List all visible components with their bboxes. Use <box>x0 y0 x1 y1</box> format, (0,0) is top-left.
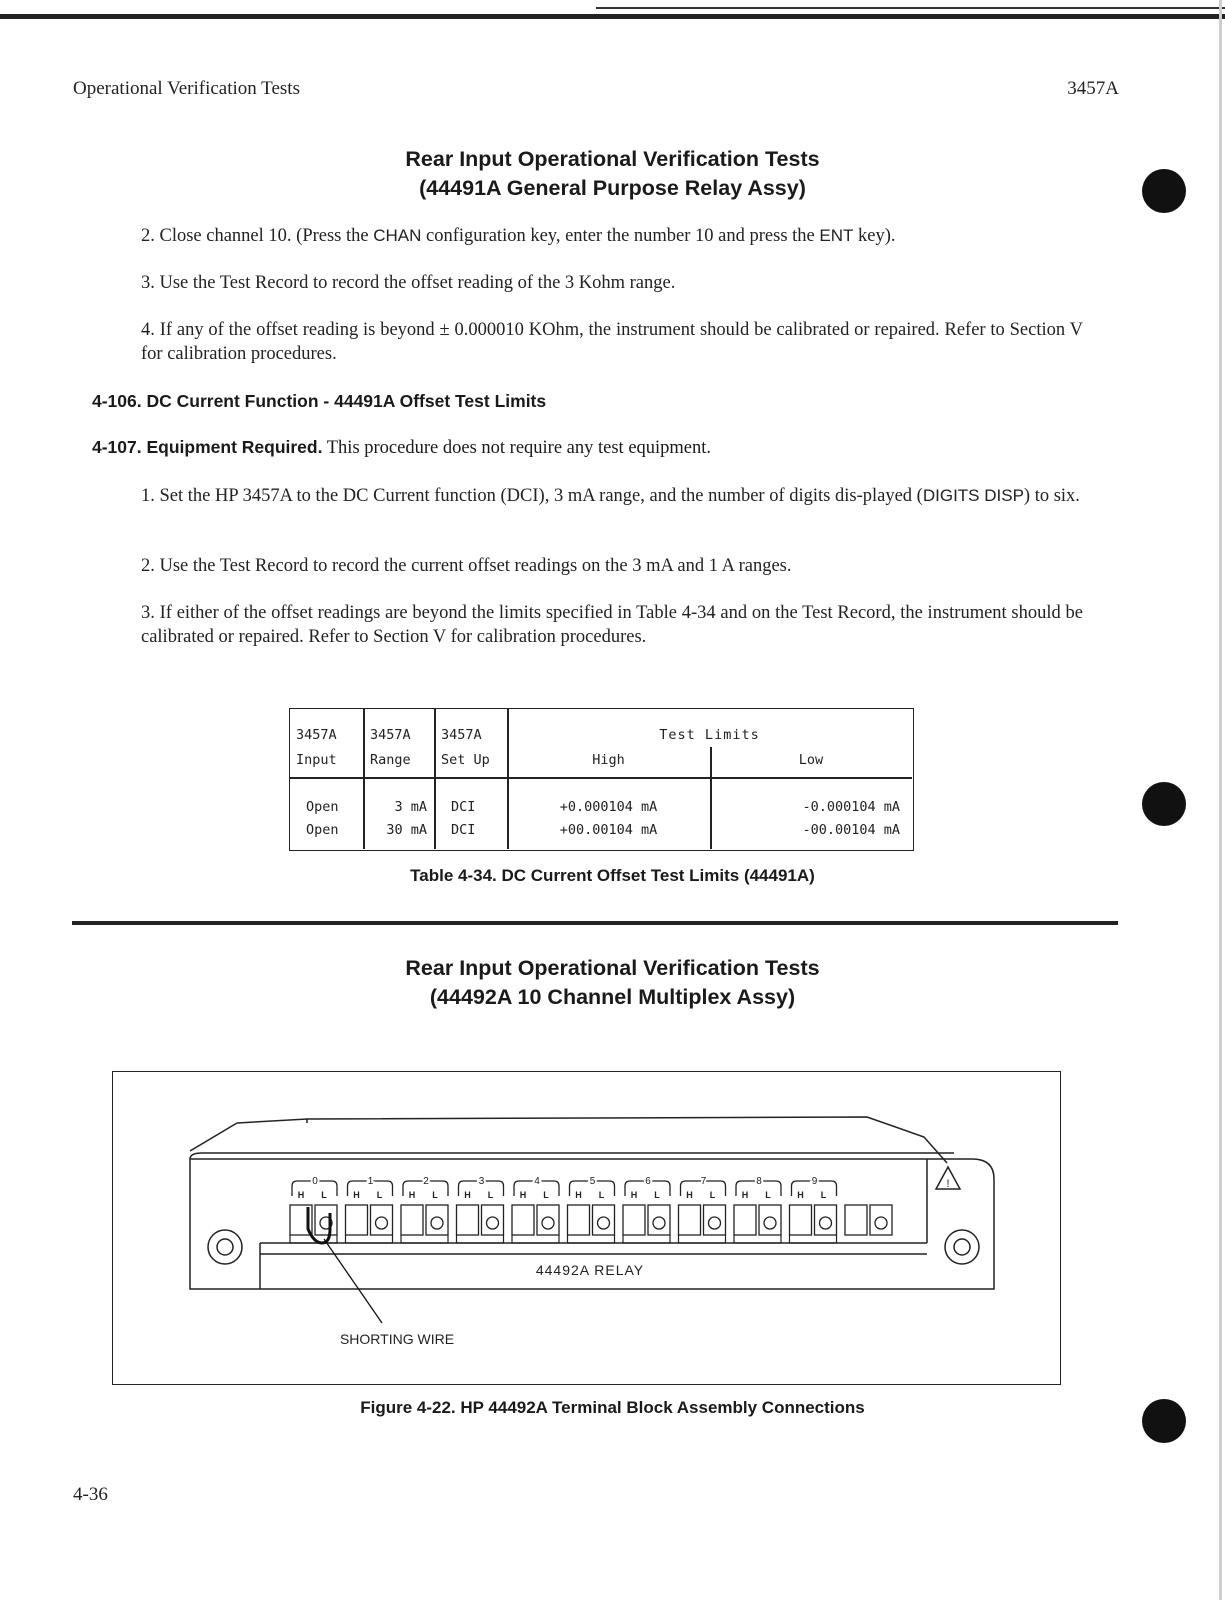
terminal-l <box>759 1205 781 1235</box>
terminal-l-label: L <box>487 1190 494 1200</box>
terminal-end <box>845 1205 867 1235</box>
step-set-dci: 1. Set the HP 3457A to the DC Current function (DCI), 3 mA range, and the number of digits dis-played (DIGITS DISP) to six. <box>141 486 1080 506</box>
header-range-1: 3457A <box>370 727 411 743</box>
terminal-l <box>815 1205 837 1235</box>
table-cell-low: -00.00104 mA <box>802 822 900 838</box>
header-test-limits: Test Limits <box>659 727 760 743</box>
terminal-l-label: L <box>598 1190 605 1200</box>
section-title-44491a <box>0 145 1225 203</box>
step-close-channel: 2. Close channel 10. (Press the CHAN configuration key, enter the number 10 and press the ENT key). <box>141 226 896 246</box>
header-low: Low <box>798 752 824 768</box>
terminal-h-label: H <box>519 1190 527 1200</box>
table-cell-input: Open <box>306 822 339 838</box>
table-cell-range: 3 mA <box>394 799 427 815</box>
key-digits-disp: DIGITS DISP <box>922 486 1024 505</box>
shorting-wire-label: SHORTING WIRE <box>339 1331 455 1347</box>
table-cell-input: Open <box>306 799 339 815</box>
channel-3 <box>457 1176 504 1243</box>
terminal-h <box>734 1205 756 1235</box>
terminal-l-label: L <box>765 1190 771 1200</box>
terminal-l-label: L <box>709 1190 716 1200</box>
channel-number: 5 <box>589 1176 596 1187</box>
terminal-h <box>623 1205 645 1235</box>
terminal-l <box>648 1205 670 1235</box>
terminal-screw-icon <box>875 1217 887 1229</box>
channel-7 <box>679 1176 726 1243</box>
terminal-base <box>568 1235 615 1243</box>
section-title-44492a <box>0 954 1225 1012</box>
table-cell-high: +0.000104 mA <box>559 799 658 815</box>
terminal-screw-icon <box>431 1217 443 1229</box>
terminal-l <box>371 1205 393 1235</box>
page-number: 4-36 <box>73 1484 108 1505</box>
header-range-2: Range <box>370 752 411 768</box>
right-screw-icon <box>945 1230 979 1264</box>
terminal-h-label: H <box>630 1190 638 1200</box>
channel-number: 9 <box>811 1176 818 1187</box>
terminal-screw-icon <box>487 1217 499 1229</box>
terminal-l <box>704 1205 726 1235</box>
terminal-base <box>512 1235 559 1243</box>
channel-9 <box>790 1176 837 1243</box>
terminal-end <box>870 1205 892 1235</box>
warning-icon <box>936 1167 960 1190</box>
channel-number: 6 <box>645 1176 651 1187</box>
channel-number: 2 <box>423 1176 429 1187</box>
terminal-h <box>401 1205 423 1235</box>
key-chan: CHAN <box>373 226 422 245</box>
limits-table <box>289 708 914 851</box>
terminal-h <box>512 1205 534 1235</box>
terminal-l-label: L <box>432 1190 438 1200</box>
channel-number: 1 <box>367 1176 374 1187</box>
channel-number: 4 <box>534 1176 540 1187</box>
terminal-h <box>790 1205 812 1235</box>
terminal-base <box>346 1235 393 1243</box>
channel-5 <box>568 1176 615 1243</box>
channel-1 <box>346 1176 393 1243</box>
terminal-base <box>401 1235 448 1243</box>
terminal-h <box>457 1205 479 1235</box>
header-input-2: Input <box>296 752 337 768</box>
channel-8 <box>734 1176 781 1243</box>
terminal-h <box>679 1205 701 1235</box>
terminal-block-figure <box>112 1071 1061 1385</box>
terminal-h-label: H <box>353 1190 360 1200</box>
terminal-h <box>568 1205 590 1235</box>
table-cell-high: +00.00104 mA <box>559 822 658 838</box>
channel-number: 7 <box>700 1176 707 1187</box>
terminal-screw-icon <box>764 1217 776 1229</box>
channel-6 <box>623 1176 670 1243</box>
terminal-l-label: L <box>321 1190 327 1200</box>
figure-caption: Figure 4-22. HP 44492A Terminal Block Assembly Connections <box>360 1398 865 1417</box>
heading-4-106: 4-106. DC Current Function - 44491A Offset Test Limits <box>92 391 547 411</box>
terminal-screw-icon <box>653 1217 665 1229</box>
step-current-limit: 3. If either of the offset readings are beyond the limits specified in Table 4-34 and on the Test Record, the instrument should be calibrated or repaired. Refer to Section V for calibration procedures. <box>141 603 1083 647</box>
channel-4 <box>512 1176 559 1243</box>
channel-terminals <box>290 1176 892 1243</box>
terminal-l <box>315 1205 337 1235</box>
header-input-1: 3457A <box>296 727 337 743</box>
terminal-base <box>790 1235 837 1243</box>
svg-text:!: ! <box>946 1178 950 1190</box>
terminal-base <box>457 1235 504 1243</box>
terminal-l <box>482 1205 504 1235</box>
step-offset-limit: 4. If any of the offset reading is beyond ± 0.000010 KOhm, the instrument should be calibrated or repaired. Refer to Section V for calibration procedures. <box>141 320 1083 364</box>
terminal-l <box>426 1205 448 1235</box>
step-record-current: 2. Use the Test Record to record the current offset readings on the 3 mA and 1 A ranges. <box>141 556 792 576</box>
terminal-h-label: H <box>741 1190 749 1200</box>
step-record-offset: 3. Use the Test Record to record the offset reading of the 3 Kohm range. <box>141 273 676 293</box>
terminal-base <box>679 1235 726 1243</box>
table-caption: Table 4-34. DC Current Offset Test Limits (44491A) <box>410 866 815 885</box>
terminal-h-label: H <box>575 1190 582 1200</box>
table-cell-low: -0.000104 mA <box>802 799 900 815</box>
table-cell-range: 30 mA <box>386 822 427 838</box>
terminal-l-label: L <box>654 1190 660 1200</box>
channel-2 <box>401 1176 448 1243</box>
terminal-h <box>346 1205 368 1235</box>
channel-number: 0 <box>312 1176 318 1187</box>
table-cell-setup: DCI <box>451 822 476 838</box>
terminal-base <box>623 1235 670 1243</box>
running-head-section: Operational Verification Tests <box>73 78 300 99</box>
terminal-h-label: H <box>797 1190 804 1200</box>
terminal-h-label: H <box>408 1190 416 1200</box>
binder-hole <box>1142 782 1186 826</box>
section-divider <box>72 921 1118 925</box>
terminal-h-label: H <box>464 1190 471 1200</box>
section-title-line-2: (44491A General Purpose Relay Assy) <box>419 176 806 200</box>
section-title-line-2: (44492A 10 Channel Multiplex Assy) <box>429 985 796 1009</box>
section-title-line-1: Rear Input Operational Verification Tests <box>405 147 820 171</box>
terminal-l <box>593 1205 615 1235</box>
terminal-l-label: L <box>376 1190 383 1200</box>
terminal-h-label: H <box>297 1190 305 1200</box>
terminal-screw-icon <box>542 1217 554 1229</box>
heading-4-107: 4-107. Equipment Required. This procedure does not require any test equipment. <box>92 437 712 458</box>
channel-number: 3 <box>478 1176 485 1187</box>
left-screw-icon <box>208 1230 242 1264</box>
key-ent: ENT <box>819 226 854 245</box>
header-setup-2: Set Up <box>441 752 490 768</box>
terminal-l-label: L <box>820 1190 827 1200</box>
section-title-line-1: Rear Input Operational Verification Tests <box>405 956 820 980</box>
terminal-h-label: H <box>686 1190 693 1200</box>
terminal-l-label: L <box>543 1190 549 1200</box>
scan-top-rule-thin <box>596 7 1225 9</box>
scan-right-edge <box>1219 0 1222 1600</box>
header-setup-1: 3457A <box>441 727 482 743</box>
running-head-model: 3457A <box>1067 78 1119 99</box>
relay-label: 44492A RELAY <box>535 1262 645 1278</box>
header-high: High <box>592 752 625 768</box>
terminal-screw-icon <box>820 1217 832 1229</box>
terminal-screw-icon <box>376 1217 388 1229</box>
terminal-screw-icon <box>709 1217 721 1229</box>
table-cell-setup: DCI <box>451 799 476 815</box>
channel-number: 8 <box>756 1176 762 1187</box>
terminal-screw-icon <box>598 1217 610 1229</box>
terminal-base <box>734 1235 781 1243</box>
scan-top-rule <box>0 14 1225 19</box>
terminal-l <box>537 1205 559 1235</box>
